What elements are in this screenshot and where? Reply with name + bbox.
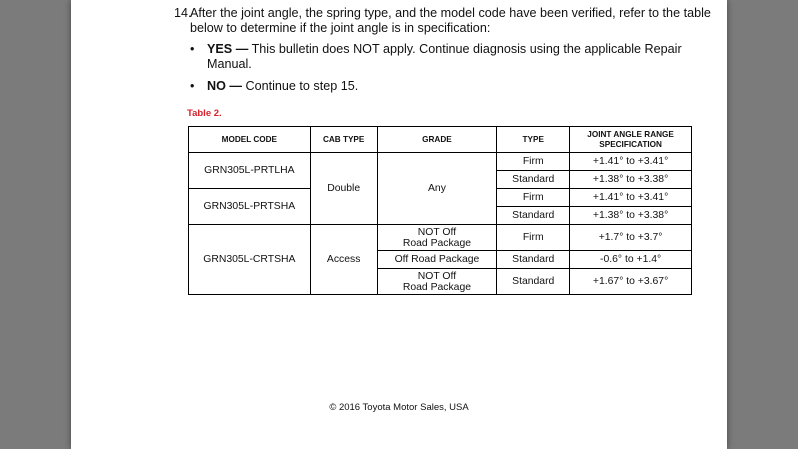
- model-code-cell: GRN305L-CRTSHA: [189, 225, 311, 295]
- type-cell: Standard: [497, 171, 570, 189]
- grade-cell: Any: [377, 153, 497, 225]
- option-no: [181, 79, 701, 94]
- step-number: 14.: [174, 6, 192, 20]
- type-cell: Firm: [497, 189, 570, 207]
- type-cell: Standard: [497, 251, 570, 269]
- table-row: [189, 153, 692, 171]
- type-cell: Standard: [497, 269, 570, 295]
- copyright-footer: © 2016 Toyota Motor Sales, USA: [329, 402, 469, 413]
- model-code-cell: GRN305L-PRTLHA: [189, 153, 311, 189]
- document-page: [71, 0, 727, 449]
- model-code-cell: GRN305L-PRTSHA: [189, 189, 311, 225]
- joint-angle-table: [188, 126, 692, 295]
- grade-line2: Road Package: [402, 237, 472, 249]
- header-cab-type: CAB TYPE: [310, 127, 377, 153]
- grade-cell: [377, 225, 497, 251]
- spec-cell: +1.38° to +3.38°: [570, 171, 692, 189]
- grade-line1: NOT Off: [417, 226, 457, 238]
- cab-type-cell: Access: [310, 225, 377, 295]
- type-cell: Firm: [497, 153, 570, 171]
- type-cell: Firm: [497, 225, 570, 251]
- option-list: [181, 42, 701, 101]
- header-type: TYPE: [497, 127, 570, 153]
- option-no-label: NO —: [207, 79, 242, 93]
- spec-cell: -0.6° to +1.4°: [570, 251, 692, 269]
- header-grade: GRADE: [377, 127, 497, 153]
- option-yes-text: This bulletin does NOT apply. Continue diagnosis using the applicable Repair Manual.: [207, 42, 682, 71]
- header-model-code: MODEL CODE: [189, 127, 311, 153]
- grade-line2: Road Package: [402, 281, 472, 293]
- grade-cell: [377, 269, 497, 295]
- grade-line1: NOT Off: [417, 270, 457, 282]
- spec-cell: +1.41° to +3.41°: [570, 153, 692, 171]
- bullet-icon: •: [190, 79, 195, 93]
- table-header-row: [189, 127, 692, 153]
- type-cell: Standard: [497, 207, 570, 225]
- option-yes: [181, 42, 701, 72]
- spec-cell: +1.41° to +3.41°: [570, 189, 692, 207]
- header-spec-line1: JOINT ANGLE RANGE: [587, 129, 674, 139]
- bullet-icon: •: [190, 42, 195, 56]
- option-yes-label: YES —: [207, 42, 249, 56]
- cab-type-cell: Double: [310, 153, 377, 225]
- spec-cell: +1.38° to +3.38°: [570, 207, 692, 225]
- table-row: [189, 225, 692, 251]
- step-text: After the joint angle, the spring type, and the model code have been verified, refer to the table below to determine if the joint angle is in specification:: [190, 6, 711, 35]
- header-spec: [570, 127, 692, 153]
- step-14: [174, 6, 714, 36]
- spec-cell: +1.7° to +3.7°: [570, 225, 692, 251]
- table-caption: Table 2.: [187, 108, 222, 119]
- option-no-text: Continue to step 15.: [245, 79, 359, 93]
- spec-cell: +1.67° to +3.67°: [570, 269, 692, 295]
- grade-cell: Off Road Package: [377, 251, 497, 269]
- header-spec-line2: SPECIFICATION: [599, 139, 662, 149]
